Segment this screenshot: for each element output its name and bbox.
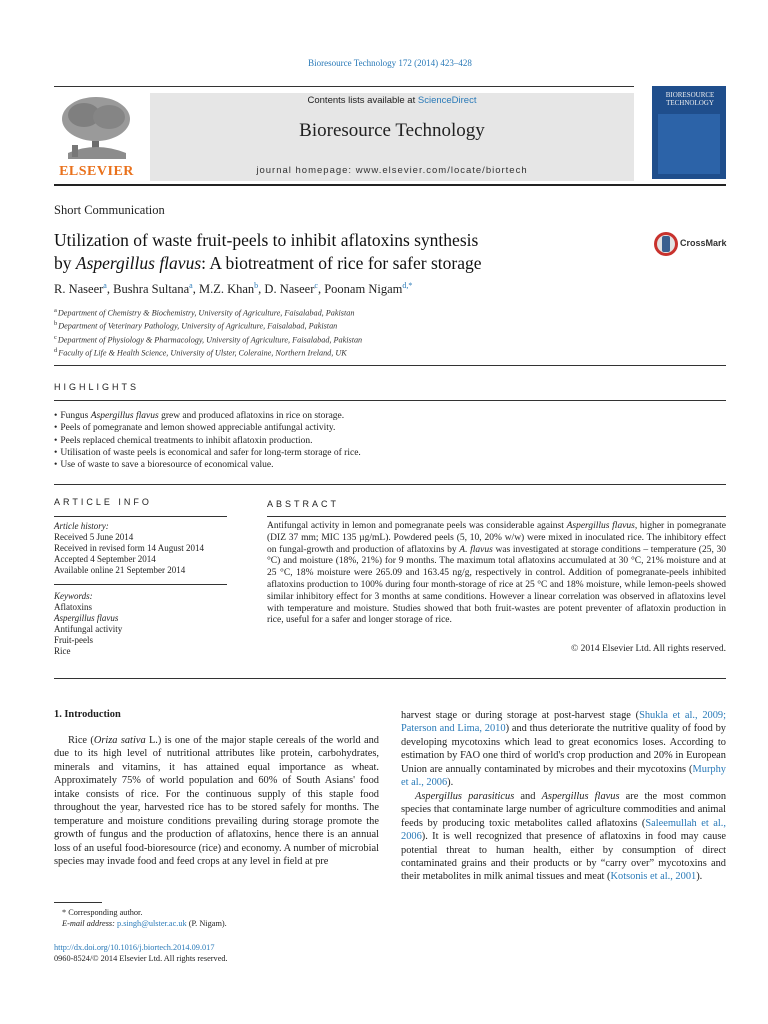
- title-line-2-suffix: : A biotreatment of rice for safer storage: [201, 252, 482, 273]
- history-entry: Received 5 June 2014: [54, 532, 134, 542]
- elsevier-wordmark: ELSEVIER: [59, 164, 134, 179]
- reference-link[interactable]: Saleemullah et al., 2006: [401, 817, 726, 843]
- highlight-item: • Fungus Aspergillus flavus grew and produced aflatoxins in rice on storage.: [54, 410, 714, 422]
- header-rule-bottom: [54, 184, 726, 186]
- author-affil-mark[interactable]: a: [103, 281, 107, 290]
- highlights-list: [54, 410, 714, 471]
- paragraph: Aspergillus parasiticus and Aspergillus flavus are the most common species that contaminate large number of agriculture commodities and animal feeds by producing toxic metabolites called aflatoxins (Saleemullah et al., 2006). It is well recognized that presence of aflatoxins in food may cause potential threat to human health, either by consumption of direct contaminated grains and their products or by “carry over” mycotoxins and their metabolites in milk animal tissues and meat (Kotsonis et al., 2001).: [401, 790, 727, 883]
- corresponding-footnote: [54, 907, 379, 929]
- keyword: Fruit-peels: [54, 635, 93, 645]
- author-name[interactable]: M.Z. Khan: [198, 282, 255, 297]
- keywords-label: Keywords:: [54, 591, 93, 601]
- journal-cover-image[interactable]: [652, 86, 726, 179]
- issn-copyright: 0960-8524/© 2014 Elsevier Ltd. All rights reserved.: [54, 954, 228, 963]
- paragraph: harvest stage or during storage at post-harvest stage (Shukla et al., 2009; Paterson and Lima, 2010) and thus deteriorate the nutritive quality of food by developing mycotoxins which lead to great economics loses. According to estimation by FAO one third of world's crop production and 20% in European Union are annually contaminated by microbes and their mycotoxins (Murphy et al., 2006).: [401, 710, 726, 789]
- author-affil-mark[interactable]: b: [254, 281, 259, 290]
- highlight-item: • Use of waste to save a bioresource of economical value.: [54, 459, 714, 471]
- article-info-heading: ARTICLE INFO: [54, 497, 152, 507]
- reference-link[interactable]: Murphy et al., 2006: [401, 763, 726, 789]
- section-heading: 1. Introduction: [54, 709, 121, 720]
- body-rule: [54, 678, 726, 679]
- affiliation: $^a$Department of Chemistry & Biochemistry, University of Agriculture, Faisalabad, Pakistan: [54, 307, 355, 318]
- highlights-rule: [54, 400, 726, 401]
- author-list: R. Naseer$^a$, Bushra Sultana$^a$, M.Z. Khan$^b$, D. Naseer$^c$, Poonam Nigam$^{d,*}$: [54, 281, 413, 297]
- affiliation-letter: b: [54, 320, 58, 328]
- abstract-text: Antifungal activity in lemon and pomegranate peels was considerable against Aspergillus flavus, higher in pomegranate (DIZ 37 mm; MIC 135 µg/mL). Powdered peels (5, 10, 20% w/w) were mixed in inoculated rice. The inhibitory effect on fungal-growth and production of aflatoxins by A. flavus was investigated at storage conditions – temperature (25, 30 °C) and moisture (18%, 21%) for 9 months. The maximum total aflatoxins accumulated at 30 °C, 21% moisture and at 25 °C, 18% moisture were 265.09 and 163.45 ng/g, respectively in control. Addition of pomegranate-peels inhibited aflatoxins production to 100% during four month-storage of rice at 25 °C and 18% moisture, while lemon-peels showed similar inhibitory effect for 3 months at same conditions. However a linear correlation was observed in aflatoxins level with temperature and moisture. Studies showed that both fruit-wastes are potent preventer of aflatoxin production in rice, useful for a safer and longer storage of rice.: [267, 521, 727, 626]
- title-species: Aspergillus flavus: [75, 252, 202, 273]
- cover-artwork: [658, 114, 720, 174]
- history-entry: Received in revised form 14 August 2014: [54, 543, 204, 553]
- contents-availability: [150, 95, 634, 106]
- info-rule-top: [54, 484, 726, 485]
- email-link[interactable]: p.singh@ulster.ac.uk: [117, 919, 187, 928]
- journal-homepage[interactable]: journal homepage: www.elsevier.com/locate/biortech: [256, 165, 528, 176]
- abstract-rule: [267, 516, 726, 517]
- keyword: Aspergillus flavus: [54, 613, 119, 623]
- affiliation-letter: c: [54, 333, 57, 341]
- history-rule: [54, 584, 227, 585]
- doi-block: [54, 942, 379, 964]
- author-affil-mark[interactable]: c: [314, 281, 318, 290]
- reference-link[interactable]: Shukla et al., 2009; Paterson and Lima, 2010: [401, 710, 726, 735]
- body-column-left: Rice (Oriza sativa L.) is one of the major staple cereals of the world and due to its high level of nutritional attributes like protein, carbohydrates, minerals and vitamins, it has attained equal importance as wheat. Approximately 75% of world population and 60% of South Asians' food intake consists of rice. For the continuous supply of this staple food throughout the year, harvested rice has to be stored safely for months. The temperature and moisture conditions prevailing during storage promote the growth of fungus and the production of aflatoxins, hence there is an annual loss of an useful food-bioresource (rice) and economy. A number of microbial species may invade food and feed crops at any level in field at pre: [54, 735, 380, 868]
- affiliation: $^c$Department of Physiology & Pharmacology, University of Agriculture, Faisalabad, Pakistan: [54, 333, 363, 345]
- abstract-heading: ABSTRACT: [267, 499, 340, 509]
- keyword: Antifungal activity: [54, 624, 123, 634]
- history-entry: Accepted 4 September 2014: [54, 554, 156, 564]
- article-history: [54, 521, 234, 576]
- abstract-copyright: © 2014 Elsevier Ltd. All rights reserved.: [571, 644, 726, 654]
- affiliations: [54, 306, 362, 359]
- title-line-2-prefix: by: [54, 252, 76, 273]
- author-name[interactable]: R. Naseer: [54, 282, 104, 297]
- history-entry: Available online 21 September 2014: [54, 565, 186, 575]
- footnote-rule: [54, 902, 102, 903]
- contents-prefix: Contents lists available at: [307, 95, 418, 106]
- reference-link[interactable]: Kotsonis et al., 2001: [610, 871, 697, 883]
- highlights-rule-top: [54, 365, 726, 366]
- header-rule-top: [54, 86, 634, 87]
- article-title: [54, 229, 614, 274]
- affiliation: $^d$Faculty of Life & Health Science, University of Ulster, Coleraine, Northern Ireland, UK: [54, 346, 347, 358]
- affiliation-letter: a: [54, 307, 57, 314]
- journal-masthead: [150, 93, 634, 181]
- highlight-item: • Peels replaced chemical treatments to inhibit aflatoxin production.: [54, 435, 714, 447]
- author-name[interactable]: Bushra Sultana: [113, 282, 190, 297]
- journal-citation[interactable]: Bioresource Technology 172 (2014) 423–428: [308, 58, 472, 68]
- keywords: [54, 591, 234, 657]
- info-rule: [54, 516, 227, 517]
- highlight-item: • Peels of pomegranate and lemon showed appreciable antifungal activity.: [54, 422, 714, 434]
- author-name[interactable]: D. Naseer: [264, 282, 315, 297]
- corresponding-author: * Corresponding author.: [62, 908, 143, 917]
- history-label: Article history:: [54, 521, 109, 531]
- cover-title: BIORESOURCE TECHNOLOGY: [665, 91, 715, 107]
- affiliation: $^b$Department of Veterinary Pathology, University of Agriculture, Faisalabad, Pakistan: [54, 320, 338, 332]
- keyword: Rice: [54, 646, 71, 656]
- doi-link[interactable]: http://dx.doi.org/10.1016/j.biortech.2014.09.017: [54, 943, 215, 952]
- journal-title: Bioresource Technology: [299, 120, 485, 141]
- email-line: E-mail address: p.singh@ulster.ac.uk (P. Nigam).: [62, 919, 227, 928]
- body-column-right: [401, 709, 726, 884]
- title-line-1: Utilization of waste fruit-peels to inhibit aflatoxins synthesis: [54, 230, 479, 250]
- affiliation-letter: d: [54, 346, 58, 354]
- author-affil-mark[interactable]: d,*: [402, 281, 413, 290]
- article-type: Short Communication: [54, 203, 165, 217]
- keyword: Aflatoxins: [54, 602, 92, 612]
- sciencedirect-link[interactable]: ScienceDirect: [417, 95, 477, 106]
- highlight-item: • Utilisation of waste peels is economical and safer for long-term storage of rice.: [54, 447, 714, 459]
- author-name[interactable]: Poonam Nigam: [324, 282, 403, 297]
- crossmark-label[interactable]: CrossMark: [680, 238, 727, 248]
- highlights-heading: HIGHLIGHTS: [54, 382, 140, 392]
- author-affil-mark[interactable]: a: [189, 281, 193, 290]
